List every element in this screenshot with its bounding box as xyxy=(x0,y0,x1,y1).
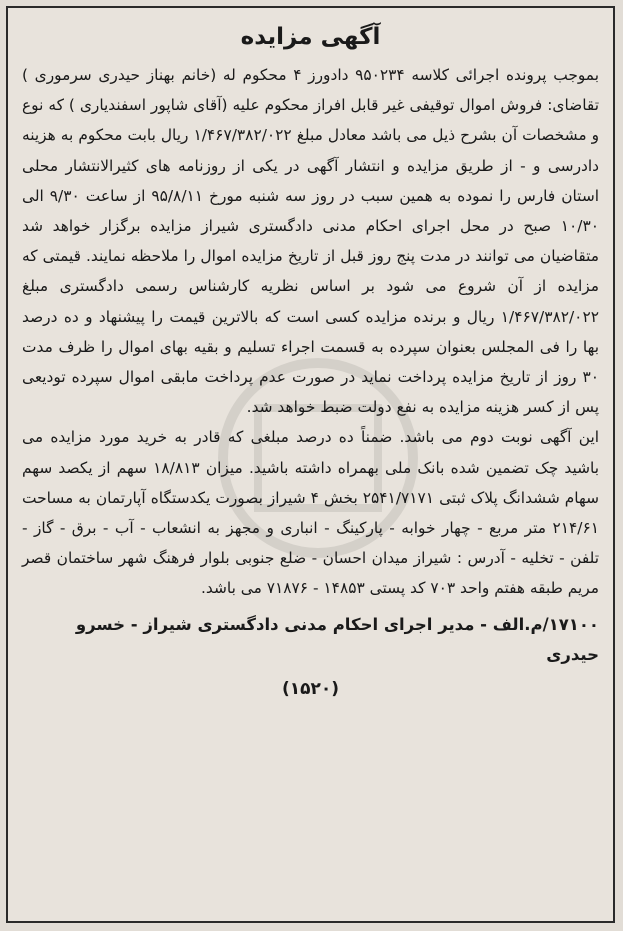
notice-paragraph-2: این آگهی نوبت دوم می باشد. ضمناً ده درصد مبلغی که قادر به خرید مورد مزایده می باشید چک تضمین شده بانک ملی بهمراه داشته باشید. میزان ۱۸/۸۱۳ سهم از یکصد سهم سهام ششدانگ پلاک ثبتی ۲۵۴۱/۷۱۷۱ بخش ۴ شیراز بصورت یکدستگاه آپارتمان به مساحت ۲۱۴/۶۱ متر مربع - چهار خوابه - پارکینگ - انباری و مجهز به انشعاب - آب - برق - گاز - تلفن - تخلیه - آدرس : شیراز میدان احسان - ضلع جنوبی بلوار فرهنگ شهر ساختمان قصر مریم طبقه هفتم واحد ۷۰۳ کد پستی ۱۴۸۵۳ - ۷۱۸۷۶ می باشد. xyxy=(22,428,599,598)
auction-notice xyxy=(6,6,615,923)
notice-title: آگهی مزایده xyxy=(240,24,381,50)
notice-signature: ۱۷۱۰۰/م.الف - مدیر اجرای احکام مدنی دادگستری شیراز - خسرو حیدری xyxy=(75,614,599,664)
notice-code: (۱۵۲۰) xyxy=(281,678,340,699)
notice-paragraph-1: بموجب پرونده اجرائی کلاسه ۹۵۰۲۳۴ دادورز ۴ محکوم له (خانم بهناز حیدری سرموری ) تقاضای: فروش اموال توقیفی غیر قابل افراز محکوم علیه (آقای شاپور اسفندیاری ) که نوع و مشخصات آن بشرح ذیل می باشد معادل مبلغ ۱/۴۶۷/۳۸۲/۰۲۲ ریال بابت محکوم به هزینه دادرسی و - از طریق مزایده و انتشار آگهی در یکی از روزنامه های کثیرالانتشار محلی استان فارس را نموده به همین سبب در روز سه شنبه مورخ ۹۵/۸/۱۱ از ساعت ۹/۳۰ الی ۱۰/۳۰ صبح در محل اجرای احکام مدنی دادگستری شیراز مزایده برگزار خواهد شد متقاضیان می توانند در مدت پنج روز قبل از تاریخ مزایده اموال را ملاحظه نمایند. قیمتی که مزایده از آن شروع می شود بر اساس نظریه کارشناس رسمی دادگستری مبلغ ۱/۴۶۷/۳۸۲/۰۲۲ ریال و برنده مزایده کسی است که بالاترین قیمت را پیشنهاد و ده درصد بها را فی المجلس بعنوان سپرده به قسمت اجراء تسلیم و بقیه بهای اموال را ظرف مدت ۳۰ روز از تاریخ مزایده پرداخت نماید در صورت عدم پرداخت مابقی اموال سپرده تودیعی پس از کسر هزینه مزایده به نفع دولت ضبط خواهد شد. xyxy=(22,66,600,417)
